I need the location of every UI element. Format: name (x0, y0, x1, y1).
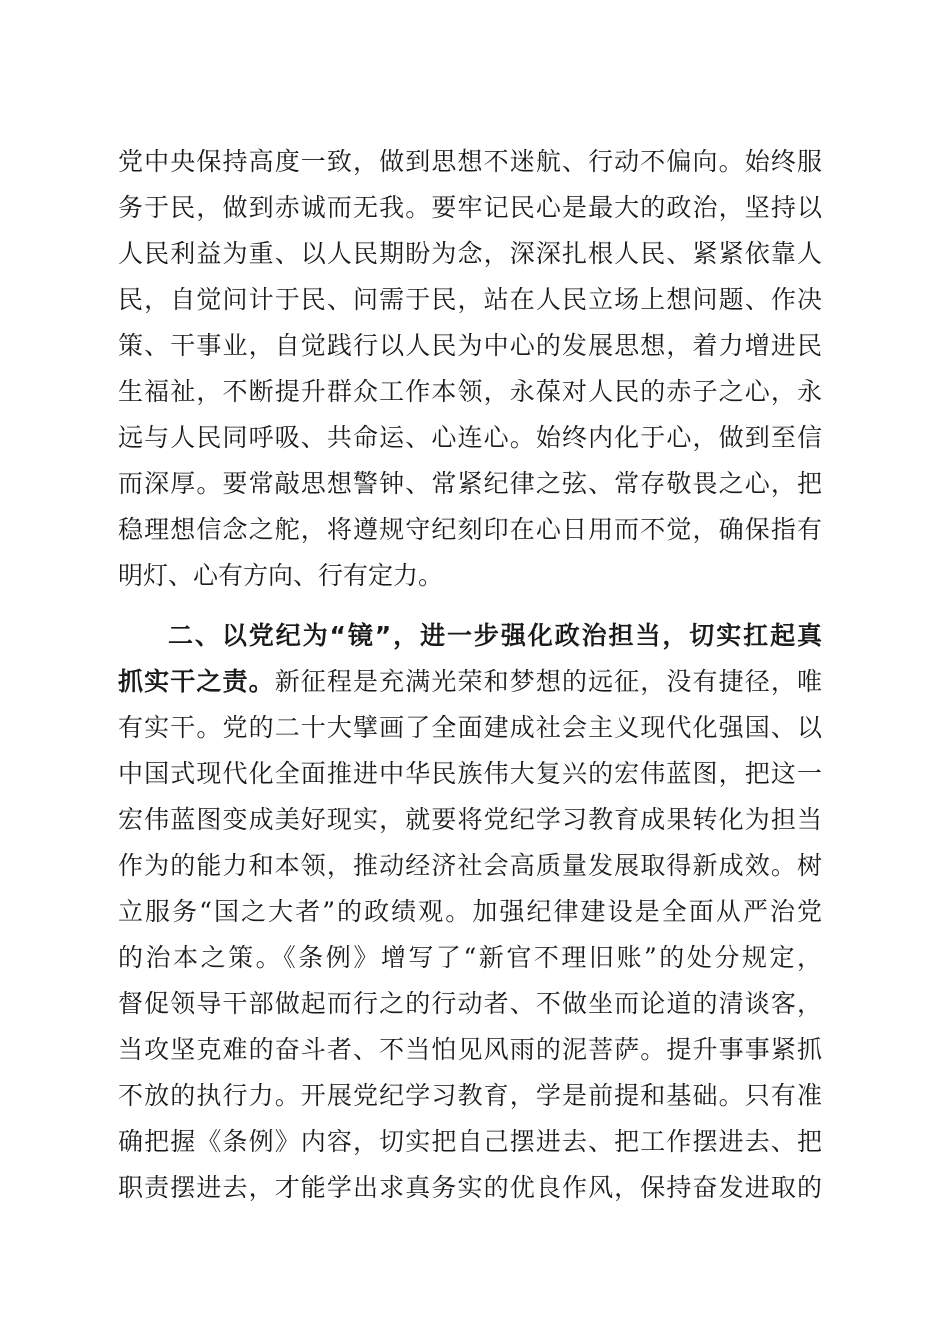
body-line: 生福祉，不断提升群众工作本领，永葆对人民的赤子之心，永 (118, 377, 822, 406)
body-text: 新征程是充满光荣和梦想的远征，没有捷径，唯 (274, 667, 822, 696)
body-line: 宏伟蓝图变成美好现实，就要将党纪学习教育成果转化为担当 (118, 805, 822, 834)
body-line: 不放的执行力。开展党纪学习教育，学是前提和基础。只有准 (118, 1081, 822, 1110)
body-line: 远与人民同呼吸、共命运、心连心。始终内化于心，做到至信 (118, 423, 822, 452)
body-line: 党中央保持高度一致，做到思想不迷航、行动不偏向。始终服 (118, 147, 822, 176)
body-line: 当攻坚克难的奋斗者、不当怕见风雨的泥菩萨。提升事事紧抓 (118, 1035, 822, 1064)
body-line: 立服务“国之大者”的政绩观。加强纪律建设是全面从严治党 (118, 897, 822, 926)
body-line: 而深厚。要常敲思想警钟、常紧纪律之弦、常存敬畏之心，把 (118, 469, 822, 498)
body-line: 策、干事业，自觉践行以人民为中心的发展思想，着力增进民 (118, 331, 822, 360)
heading-continuation-line (118, 660, 822, 704)
body-line: 明灯、心有方向、行有定力。 (118, 561, 444, 590)
body-line: 的治本之策。《条例》增写了“新官不理旧账”的处分规定， (118, 943, 822, 972)
body-line: 确把握《条例》内容，切实把自己摆进去、把工作摆进去、把 (118, 1127, 822, 1156)
body-line: 人民利益为重、以人民期盼为念，深深扎根人民、紧紧依靠人 (118, 239, 822, 268)
body-line: 职责摆进去，才能学出求真务实的优良作风，保持奋发进取的 (118, 1173, 822, 1202)
section-heading: 二、以党纪为“镜”，进一步强化政治担当，切实扛起真 (168, 621, 822, 650)
body-line: 稳理想信念之舵，将遵规守纪刻印在心日用而不觉，确保指有 (118, 515, 822, 544)
body-line: 督促领导干部做起而行之的行动者、不做坐而论道的清谈客， (118, 989, 822, 1018)
body-line: 民，自觉问计于民、问需于民，站在人民立场上想问题、作决 (118, 285, 822, 314)
section-heading-end: 抓实干之责。 (118, 667, 275, 696)
body-line: 作为的能力和本领，推动经济社会高质量发展取得新成效。树 (118, 851, 822, 880)
body-line: 中国式现代化全面推进中华民族伟大复兴的宏伟蓝图，把这一 (118, 759, 822, 788)
body-line: 务于民，做到赤诚而无我。要牢记民心是最大的政治，坚持以 (118, 193, 822, 222)
body-line: 有实干。党的二十大擘画了全面建成社会主义现代化强国、以 (118, 713, 822, 742)
